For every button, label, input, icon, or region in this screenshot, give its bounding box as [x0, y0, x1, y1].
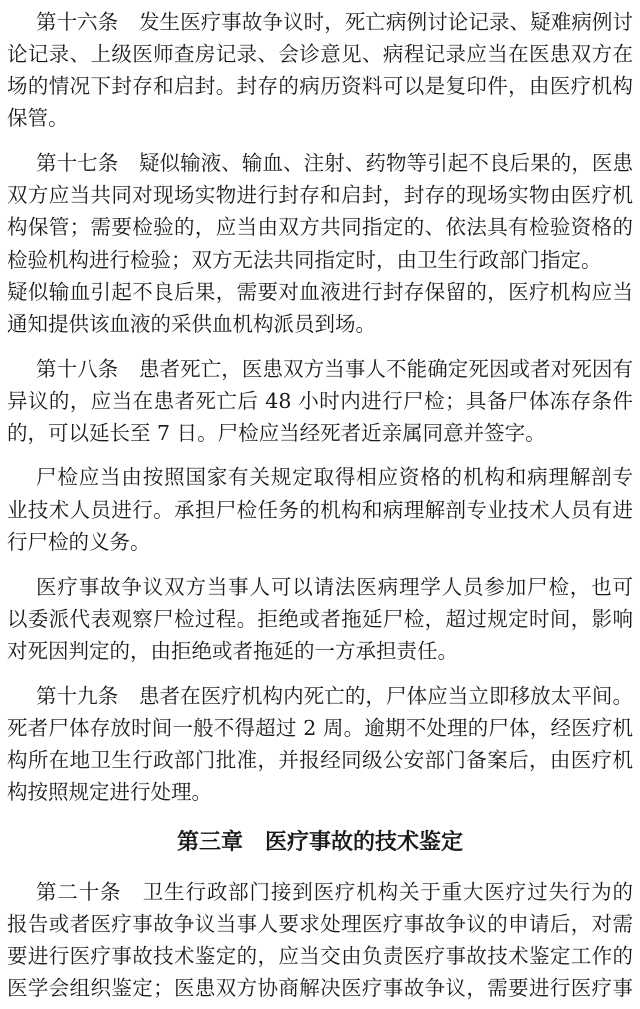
article16-line-2: 论记录、上级医师查房记录、会诊意见、病程记录应当在医患双方在	[7, 42, 633, 66]
article16-line-3: 场的情况下封存和启封。封存的病历资料可以是复印件，由医疗机构	[7, 74, 633, 98]
article19-line-4: 构按照规定进行处理。	[7, 780, 212, 804]
article17-line-2: 双方应当共同对现场实物进行封存和启封，封存的现场实物由医疗机	[7, 183, 633, 207]
article16-line-1: 第十六条 发生医疗事故争议时，死亡病例讨论记录、疑难病例讨	[36, 10, 633, 34]
article18-line-3: 的，可以延长至 7 日。尸检应当经死者近亲属同意并签字。	[7, 421, 546, 445]
article18-line-2: 异议的，应当在患者死亡后 48 小时内进行尸检；具备尸体冻存条件	[7, 389, 633, 413]
article20-line-2: 报告或者医疗事故争议当事人要求处理医疗事故争议的申请后，对需	[7, 912, 633, 936]
article17-line-5: 疑似输血引起不良后果，需要对血液进行封存保留的，医疗机构应当	[7, 280, 633, 304]
article19-line-3: 构所在地卫生行政部门批准，并报经同级公安部门备案后，由医疗机	[7, 748, 633, 772]
article17-line-3: 构保管；需要检验的，应当由双方共同指定的、依法具有检验资格的	[7, 215, 633, 239]
article18-para3-line-2: 以委派代表观察尸检过程。拒绝或者拖延尸检，超过规定时间，影响	[7, 607, 633, 631]
article17-line-6: 通知提供该血液的采供血机构派员到场。	[7, 312, 376, 336]
article18-para3-line-1: 医疗事故争议双方当事人可以请法医病理学人员参加尸检，也可	[36, 575, 633, 599]
chapter-heading: 第三章 医疗事故的技术鉴定	[176, 830, 463, 855]
article18-para3-line-3: 对死因判定的，由拒绝或者拖延的一方承担责任。	[7, 639, 458, 663]
article16-line-4: 保管。	[7, 106, 69, 130]
article18-line-1: 第十八条 患者死亡，医患双方当事人不能确定死因或者对死因有	[36, 357, 633, 381]
article19-line-2: 死者尸体存放时间一般不得超过 2 周。逾期不处理的尸体，经医疗机	[7, 716, 633, 740]
article20-line-3: 要进行医疗事故技术鉴定的，应当交由负责医疗事故技术鉴定工作的	[7, 944, 633, 968]
article19-line-1: 第十九条 患者在医疗机构内死亡的，尸体应当立即移放太平间。	[36, 684, 633, 708]
article20-line-1: 第二十条 卫生行政部门接到医疗机构关于重大医疗过失行为的	[36, 880, 633, 904]
article18-para2-line-2: 业技术人员进行。承担尸检任务的机构和病理解剖专业技术人员有进	[7, 498, 633, 522]
article17-line-4: 检验机构进行检验；双方无法共同指定时，由卫生行政部门指定。	[7, 248, 602, 272]
article18-para2-line-3: 行尸检的义务。	[7, 530, 151, 554]
article20-line-4: 医学会组织鉴定；医患双方协商解决医疗事故争议，需要进行医疗事	[7, 976, 633, 1000]
article17-line-1: 第十七条 疑似输液、输血、注射、药物等引起不良后果的，医患	[36, 151, 633, 175]
article18-para2-line-1: 尸检应当由按照国家有关规定取得相应资格的机构和病理解剖专	[36, 465, 633, 489]
